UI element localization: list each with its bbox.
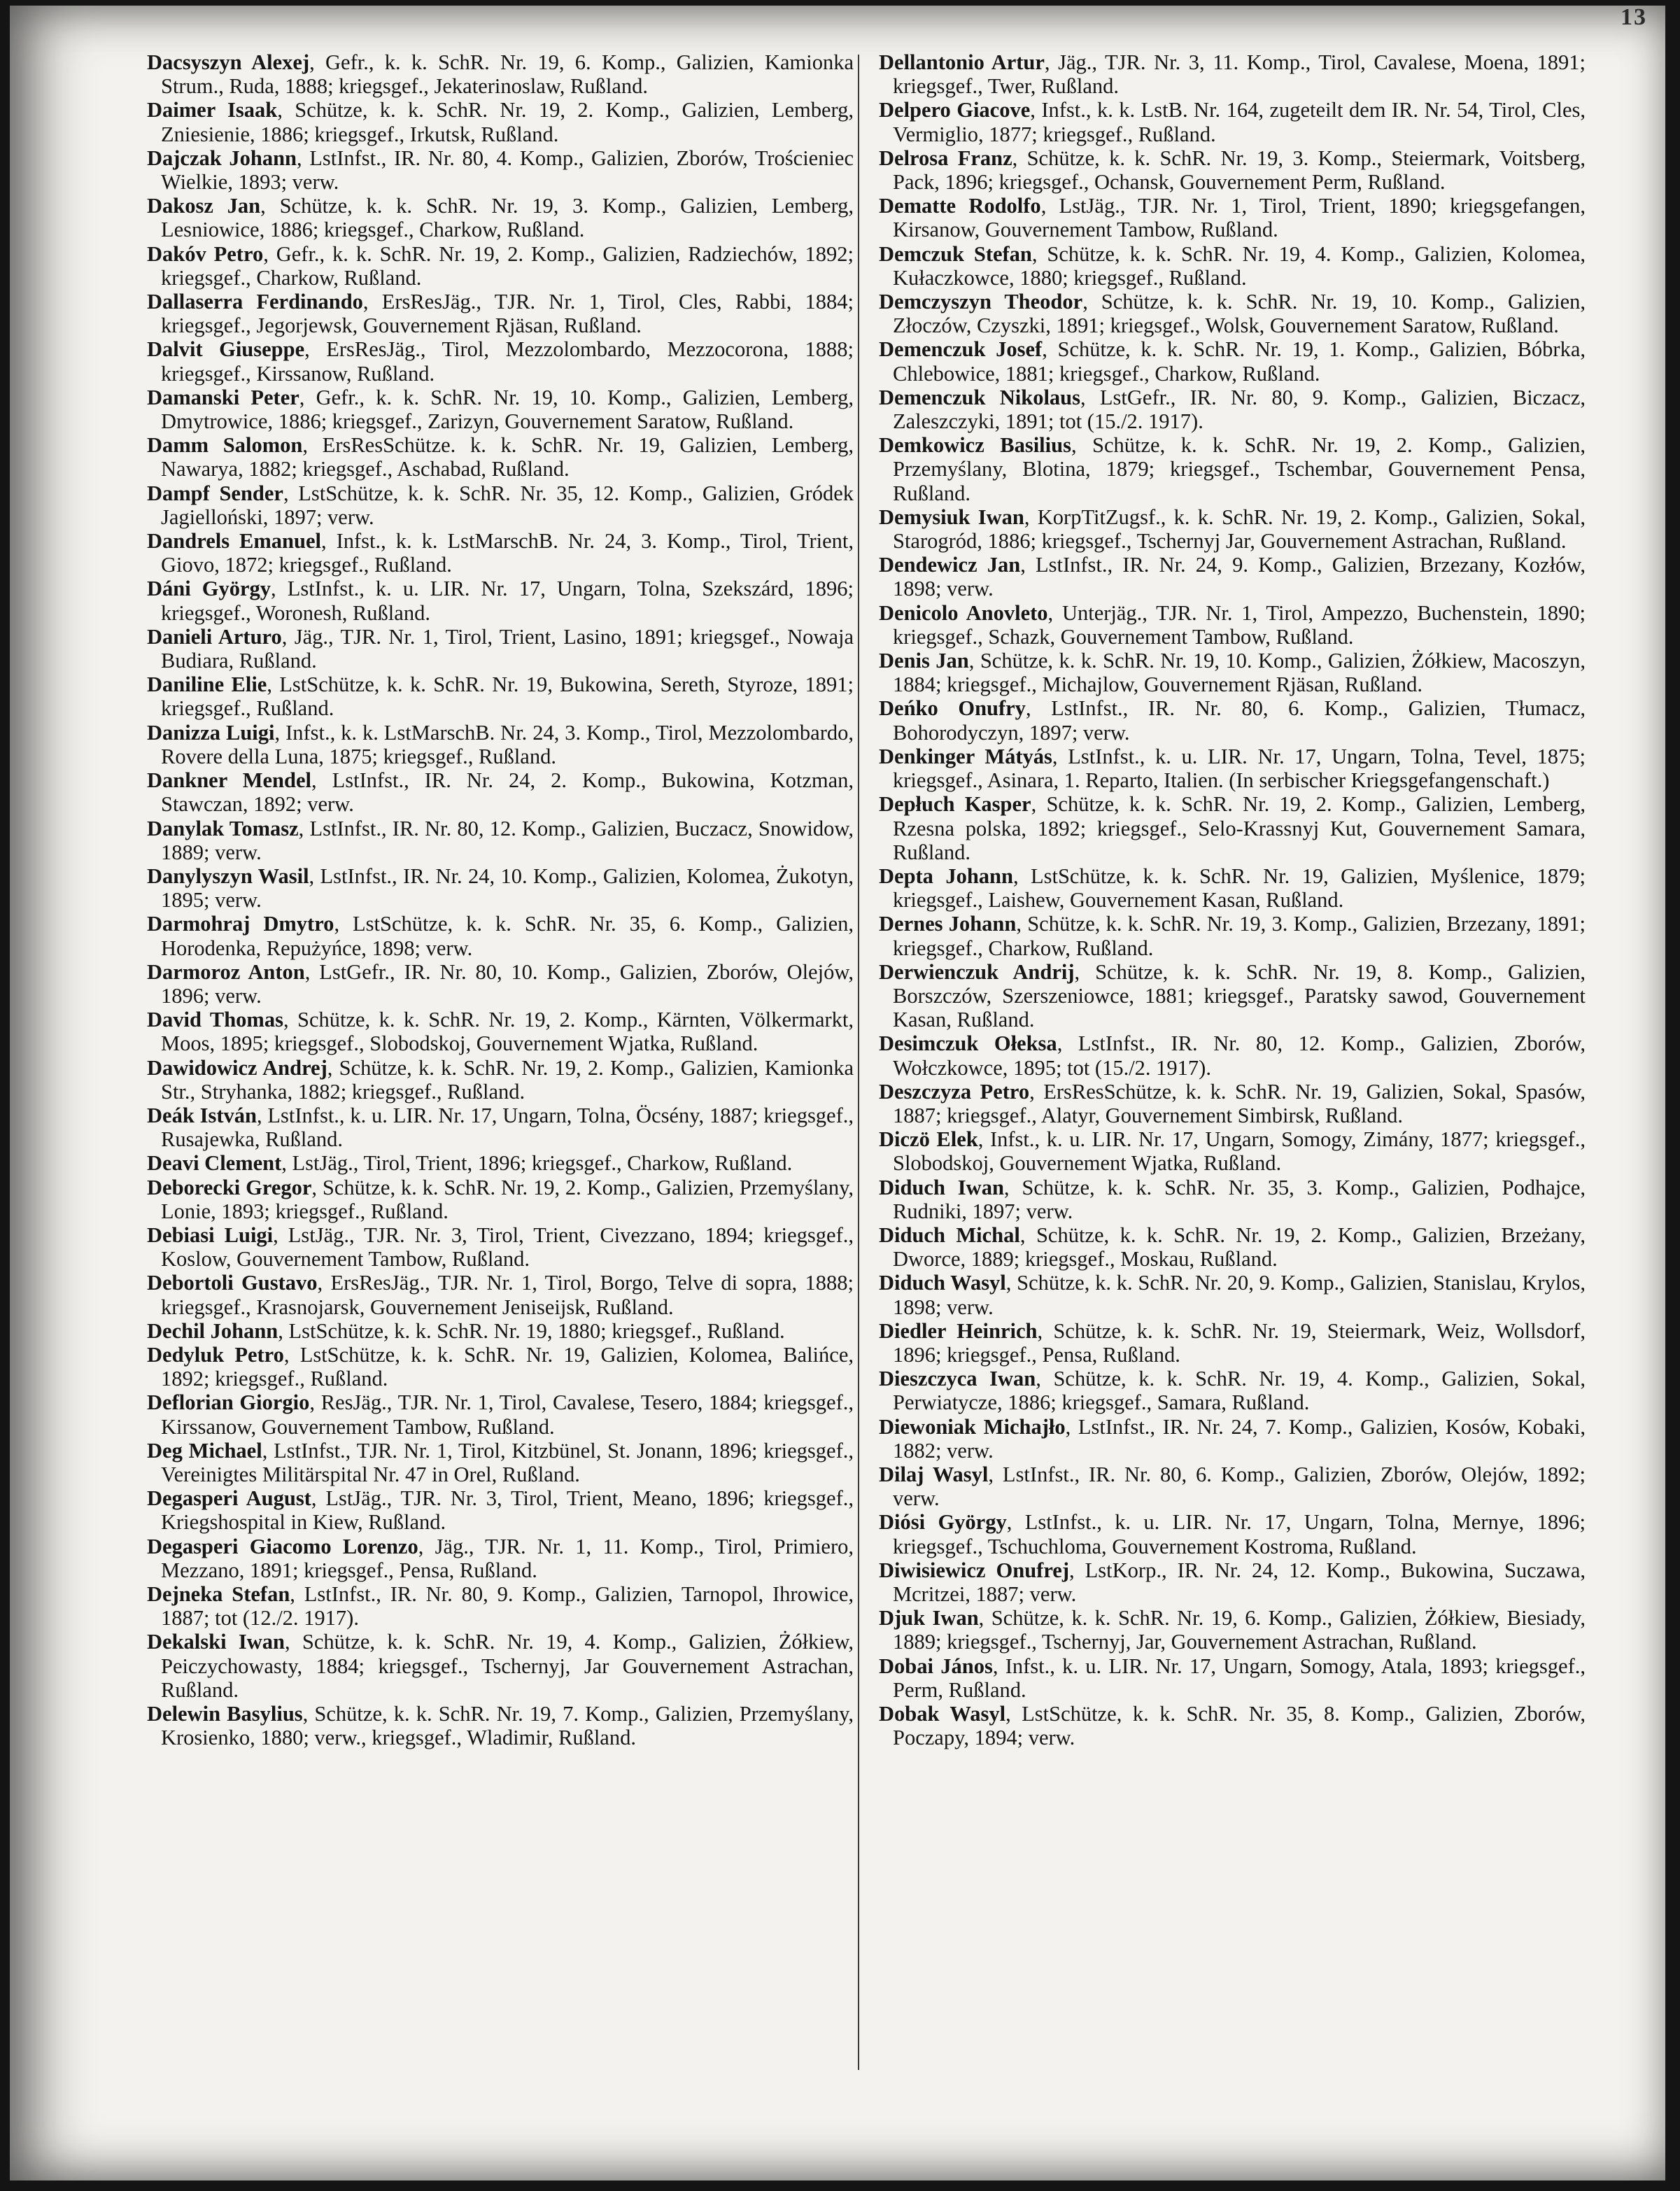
register-entry [147, 960, 854, 1008]
entry-name: Danylak Tomasz [147, 816, 299, 840]
entry-name: Dieszczyca Iwan [879, 1367, 1036, 1391]
entry-details: , Infst., k. k. LstB. Nr. 164, zugeteilt dem IR. Nr. 54, Tirol, Cles, Vermiglio, 1877; kriegsgef., Rußland. [893, 98, 1586, 146]
register-entry [879, 194, 1586, 241]
page-number: 13 [1621, 4, 1647, 30]
entry-details: , Schütze, k. k. SchR. Nr. 19, 2. Komp., Galizien, Przemyślany, Lonie, 1893; kriegsgef., Rußland. [161, 1175, 854, 1223]
entry-name: Dacsyszyn Alexej [147, 50, 310, 74]
entry-name: Diósi György [879, 1510, 1007, 1535]
entry-name: Delrosa Franz [879, 146, 1012, 170]
entry-name: Daniline Elie [147, 672, 267, 697]
entry-details: , Infst., k. k. LstMarschB. Nr. 24, 3. Komp., Tirol, Trient, Giovo, 1872; kriegsgef., Rußland. [161, 529, 854, 577]
register-entry [879, 1702, 1586, 1749]
register-entry [879, 505, 1586, 553]
register-entry [879, 1463, 1586, 1510]
register-entry [147, 242, 854, 290]
entry-name: Debiasi Luigi [147, 1223, 274, 1247]
register-entry [879, 601, 1586, 649]
entry-details: , LstInfst., IR. Nr. 80, 9. Komp., Galizien, Tarnopol, Ihrowice, 1887; tot (12./2. 1917). [161, 1582, 854, 1630]
entry-name: Danizza Luigi [147, 720, 275, 745]
entry-name: Diduch Wasyl [879, 1271, 1006, 1295]
register-entry [147, 912, 854, 959]
entry-name: Dalvit Giuseppe [147, 337, 305, 362]
register-entry [147, 864, 854, 912]
column-divider [858, 55, 859, 2070]
entry-name: Dakóv Petro [147, 241, 264, 266]
entry-details: , Jäg., TJR. Nr. 3, 11. Komp., Tirol, Cavalese, Moena, 1891; kriegsgef., Twer, Rußland. [893, 50, 1586, 99]
register-entry [147, 1104, 854, 1151]
register-entry [147, 194, 854, 241]
entry-name: Dellantonio Artur [879, 50, 1045, 74]
entry-details: , LstInfst., IR. Nr. 80, 6. Komp., Galizien, Tłumacz, Bohorodyczyn, 1897; verw. [893, 696, 1586, 745]
entry-name: Deńko Onufry [879, 696, 1026, 721]
entry-details: , ErsResJäg., Tirol, Mezzolombardo, Mezzocorona, 1888; kriegsgef., Kirssanow, Rußland. [161, 337, 854, 386]
entry-name: Delewin Basylius [147, 1702, 303, 1726]
entry-name: Desimczuk Ołeksa [879, 1031, 1057, 1056]
entry-details: , ErsResJäg., TJR. Nr. 1, Tirol, Borgo, Telve di sopra, 1888; kriegsgef., Krasnojarsk, Gouvernement Jeniseijsk, Rußland. [161, 1271, 854, 1319]
entry-details: , LstJäg., TJR. Nr. 3, Tirol, Trient, Civezzano, 1894; kriegsgef., Koslow, Gouvernement Tambow, Rußland. [161, 1223, 854, 1271]
entry-name: Denicolo Anovleto [879, 600, 1048, 625]
entry-details: , LstInfst., IR. Nr. 80, 4. Komp., Galizien, Zborów, Trościeniec Wielkie, 1893; verw. [161, 146, 854, 195]
entry-name: Dilaj Wasyl [879, 1462, 989, 1486]
entry-name: Dendewicz Jan [879, 553, 1021, 577]
register-entry [147, 768, 854, 816]
entry-details: , LstInfst., IR. Nr. 24, 9. Komp., Galizien, Brzezany, Kozłów, 1898; verw. [893, 553, 1586, 601]
entry-details: , ErsResSchütze. k. k. SchR. Nr. 19, Galizien, Lemberg, Nawarya, 1882; kriegsgef., Aschabad, Rußland. [161, 433, 854, 481]
entry-name: Dankner Mendel [147, 768, 311, 793]
register-entry [879, 433, 1586, 505]
register-entry [879, 960, 1586, 1032]
entry-name: Demysiuk Iwan [879, 505, 1024, 529]
entry-details: , LstSchütze, k. k. SchR. Nr. 35, 8. Komp., Galizien, Zborów, Poczapy, 1894; verw. [893, 1702, 1586, 1750]
register-entry [879, 1510, 1586, 1558]
entry-name: Damm Salomon [147, 433, 303, 458]
entry-details: , Schütze, k. k. SchR. Nr. 19, Steiermark, Weiz, Wollsdorf, 1896; kriegsgef., Pensa, Rußland. [893, 1318, 1586, 1367]
entry-name: Dajczak Johann [147, 146, 297, 170]
register-entry [879, 553, 1586, 600]
entry-details: , Infst., k. k. LstMarschB. Nr. 24, 3. Komp., Tirol, Mezzolombardo, Rovere della Luna, 1875; kriegsgef., Rußland. [161, 720, 854, 768]
entry-details: , LstJäg., TJR. Nr. 1, Tirol, Trient, 1890; kriegsgefangen, Kirsanow, Gouvernement Tambow, Rußland. [893, 194, 1586, 242]
entry-details: , Schütze, k. k. SchR. Nr. 19, 4. Komp., Galizien, Żółkiew, Peiczychowasty, 1884; kriegsgef., Tschernyj, Jar Gouvernement Astrachan, Rußland. [161, 1630, 854, 1702]
entry-details: , Schütze, k. k. SchR. Nr. 19, 3. Komp., Galizien, Brzezany, 1891; kriegsgef., Charkow, Rußland. [893, 912, 1586, 960]
entry-details: , Schütze, k. k. SchR. Nr. 19, 10. Komp., Galizien, Złoczów, Czyszki, 1891; kriegsgef., Wolsk, Gouvernement Saratow, Rußland. [893, 290, 1586, 338]
register-entry [147, 1582, 854, 1630]
entry-name: Demkowicz Basilius [879, 433, 1071, 458]
register-entry [879, 386, 1586, 433]
register-entry [147, 1223, 854, 1271]
entry-name: Dallaserra Ferdinando [147, 290, 363, 314]
register-entry [879, 1223, 1586, 1271]
entry-name: Dernes Johann [879, 912, 1017, 936]
register-entry [879, 290, 1586, 337]
register-entry [147, 1056, 854, 1104]
entry-name: Damanski Peter [147, 385, 299, 409]
entry-name: Demczyszyn Theodor [879, 290, 1083, 314]
entry-name: Denis Jan [879, 649, 969, 673]
register-entry [147, 1535, 854, 1582]
register-entry [147, 1390, 854, 1438]
register-entry [147, 1271, 854, 1318]
register-entry [879, 242, 1586, 290]
entry-details: , Gefr., k. k. SchR. Nr. 19, 10. Komp., Galizien, Lemberg, Dmytrowice, 1886; kriegsgef., Zarizyn, Gouvernement Saratow, Rußland. [161, 385, 854, 434]
entry-name: Depłuch Kasper [879, 792, 1031, 817]
entry-name: Dekalski Iwan [147, 1630, 285, 1654]
entry-details: , LstSchütze, k. k. SchR. Nr. 19, Galizien, Myślenice, 1879; kriegsgef., Laishew, Gouvernement Kasan, Rußland. [893, 864, 1586, 913]
register-entry [879, 98, 1586, 146]
entry-name: Dawidowicz Andrej [147, 1055, 327, 1080]
entry-details: , LstInfst., IR. Nr. 24, 7. Komp., Galizien, Kosów, Kobaki, 1882; verw. [893, 1414, 1586, 1463]
register-entry [879, 50, 1586, 98]
entry-name: Dakosz Jan [147, 194, 261, 218]
register-entry [147, 817, 854, 864]
register-entry [147, 1630, 854, 1702]
entry-details: , Schütze, k. k. SchR. Nr. 19, 10. Komp., Galizien, Żółkiew, Macoszyn, 1884; kriegsgef., Michajlow, Gouvernement Rjäsan, Rußland. [893, 649, 1586, 697]
entry-details: , Schütze, k. k. SchR. Nr. 19, 3. Komp., Galizien, Lemberg, Lesniowice, 1886; kriegsgef., Charkow, Rußland. [161, 194, 854, 242]
register-entry [147, 721, 854, 768]
entry-name: Depta Johann [879, 864, 1013, 888]
entry-name: Diwisiewicz Onufrej [879, 1558, 1069, 1582]
entry-details: , Jäg., TJR. Nr. 1, Tirol, Trient, Lasino, 1891; kriegsgef., Nowaja Budiara, Rußland. [161, 624, 854, 673]
register-entry [147, 433, 854, 481]
entry-name: Diewoniak Michajło [879, 1414, 1066, 1439]
register-entry [879, 1031, 1586, 1079]
register-entry [879, 745, 1586, 792]
register-entry [147, 1439, 854, 1486]
entry-name: Dobak Wasyl [879, 1702, 1006, 1726]
entry-details: , Gefr., k. k. SchR. Nr. 19, 2. Komp., Galizien, Radziechów, 1892; kriegsgef., Charkow, Rußland. [161, 241, 854, 290]
entry-details: , LstInfst., IR. Nr. 80, 12. Komp., Galizien, Zborów, Wołczkowce, 1895; tot (15./2. 1917). [893, 1031, 1586, 1080]
register-entry [147, 1319, 854, 1343]
document-sheet [10, 6, 1665, 2181]
register-entry [147, 481, 854, 529]
entry-details: , LstSchütze, k. k. SchR. Nr. 35, 12. Komp., Galizien, Gródek Jagielloński, 1897; verw. [161, 481, 854, 529]
entry-name: Dobai János [879, 1654, 993, 1678]
entry-name: Dedyluk Petro [147, 1342, 284, 1367]
entry-name: Derwienczuk Andrij [879, 959, 1075, 984]
entry-name: David Thomas [147, 1008, 283, 1032]
register-entry [147, 386, 854, 433]
register-entry [879, 1367, 1586, 1414]
entry-details: , LstGefr., IR. Nr. 80, 10. Komp., Galizien, Zborów, Olejów, 1896; verw. [161, 959, 854, 1008]
register-entry [879, 1415, 1586, 1463]
entry-name: Darmoroz Anton [147, 959, 305, 984]
entry-name: Dáni György [147, 577, 271, 601]
register-entry [879, 1319, 1586, 1367]
entry-details: , LstGefr., IR. Nr. 80, 9. Komp., Galizien, Biczacz, Zaleszczyki, 1891; tot (15./2. 1917). [893, 385, 1586, 434]
entry-details: , LstSchütze, k. k. SchR. Nr. 35, 6. Komp., Galizien, Horodenka, Repużyńce, 1898; verw. [161, 912, 854, 960]
register-entry [879, 1271, 1586, 1318]
entry-name: Demenczuk Nikolaus [879, 385, 1081, 409]
entry-details: , LstJäg., Tirol, Trient, 1896; kriegsgef., Charkow, Rußland. [281, 1151, 793, 1176]
register-entry [879, 1080, 1586, 1127]
entry-details: , Infst., k. u. LIR. Nr. 17, Ungarn, Somogy, Atala, 1893; kriegsgef., Perm, Rußland. [893, 1654, 1586, 1702]
entry-details: , Schütze, k. k. SchR. Nr. 19, 2. Komp., Galizien, Lemberg, Rzesna polska, 1892; kriegsgef., Selo-Krassnyj Kut, Gouvernement Samara, Rußland. [893, 792, 1586, 864]
register-entry [147, 1343, 854, 1390]
entry-details: , Schütze, k. k. SchR. Nr. 19, 3. Komp., Steiermark, Voitsberg, Pack, 1896; kriegsgef., Ochansk, Gouvernement Perm, Rußland. [893, 146, 1586, 195]
entry-details: , LstSchütze, k. k. SchR. Nr. 19, Galizien, Kolomea, Balińce, 1892; kriegsgef., Rußland. [161, 1342, 854, 1391]
register-entry [879, 912, 1586, 959]
right-column [879, 50, 1586, 1749]
entry-details: , LstSchütze, k. k. SchR. Nr. 19, 1880; kriegsgef., Rußland. [278, 1318, 785, 1343]
entry-details: , LstInfst., k. u. LIR. Nr. 17, Ungarn, Tolna, Tevel, 1875; kriegsgef., Asinara, 1. Reparto, Italien. (In serbischer Kriegsgefangenschaft.) [893, 744, 1586, 793]
entry-name: Degasperi August [147, 1486, 311, 1511]
register-entry [879, 696, 1586, 744]
register-entry [879, 649, 1586, 696]
entry-details: , LstInfst., IR. Nr. 80, 6. Komp., Galizien, Zborów, Olejów, 1892; verw. [893, 1462, 1586, 1511]
entry-details: , Schütze, k. k. SchR. Nr. 19, 4. Komp., Galizien, Sokal, Perwiatycze, 1886; kriegsgef., Samara, Rußland. [893, 1367, 1586, 1415]
register-entry [147, 1008, 854, 1055]
entry-details: , LstKorp., IR. Nr. 24, 12. Komp., Bukowina, Suczawa, Mcritzei, 1887; verw. [893, 1558, 1586, 1606]
entry-details: , Schütze, k. k. SchR. Nr. 19, 6. Komp., Galizien, Żółkiew, Biesiady, 1889; kriegsgef., Tschernyj, Jar, Gouvernement Astrachan, Rußland. [893, 1606, 1586, 1654]
register-entry [879, 792, 1586, 864]
entry-name: Diduch Michal [879, 1223, 1020, 1247]
register-entry [147, 1176, 854, 1223]
register-entry [879, 337, 1586, 385]
register-entry [147, 1486, 854, 1534]
entry-name: Diczö Elek [879, 1127, 978, 1152]
entry-name: Deg Michael [147, 1438, 262, 1463]
entry-details: , LstSchütze, k. k. SchR. Nr. 19, Bukowina, Sereth, Styroze, 1891; kriegsgef., Rußland. [161, 672, 854, 721]
register-entry [147, 577, 854, 624]
entry-details: , Schütze, k. k. SchR. Nr. 35, 3. Komp., Galizien, Podhajce, Rudniki, 1897; verw. [893, 1175, 1586, 1223]
entry-details: , Gefr., k. k. SchR. Nr. 19, 6. Komp., Galizien, Kamionka Strum., Ruda, 1888; kriegsgef., Jekaterinoslaw, Rußland. [161, 50, 854, 99]
entry-details: , Schütze, k. k. SchR. Nr. 19, 4. Komp., Galizien, Kolomea, Kułaczkowce, 1880; kriegsgef., Rußland. [893, 241, 1586, 290]
entry-details: , Infst., k. u. LIR. Nr. 17, Ungarn, Somogy, Zimány, 1877; kriegsgef., Slobodskoj, Gouvernement Wjatka, Rußland. [893, 1127, 1586, 1176]
register-entry [147, 290, 854, 337]
entry-details: , ErsResSchütze, k. k. SchR. Nr. 19, Galizien, Sokal, Spasów, 1887; kriegsgef., Alatyr, Gouvernement Simbirsk, Rußland. [893, 1079, 1586, 1127]
entry-details: , LstInfst., k. u. LIR. Nr. 17, Ungarn, Tolna, Mernye, 1896; kriegsgef., Tschuchloma, Gouvernement Kostroma, Rußland. [893, 1510, 1586, 1558]
entry-name: Deborecki Gregor [147, 1175, 312, 1199]
entry-details: , LstInfst., IR. Nr. 24, 10. Komp., Galizien, Kolomea, Żukotyn, 1895; verw. [161, 864, 854, 913]
entry-details: , LstInfst., k. u. LIR. Nr. 17, Ungarn, Tolna, Öcsény, 1887; kriegsgef., Rusajewka, Rußland. [161, 1103, 854, 1152]
entry-name: Daimer Isaak [147, 98, 278, 122]
register-entry [147, 50, 854, 98]
entry-name: Diedler Heinrich [879, 1318, 1038, 1343]
entry-details: , KorpTitZugsf., k. k. SchR. Nr. 19, 2. Komp., Galizien, Sokal, Starogród, 1886; kriegsgef., Tschernyj Jar, Gouvernement Astrachan, Rußland. [893, 505, 1586, 554]
register-entry [147, 98, 854, 146]
entry-name: Deflorian Giorgio [147, 1390, 310, 1415]
entry-name: Debortoli Gustavo [147, 1271, 318, 1295]
entry-details: , LstInfst., IR. Nr. 80, 12. Komp., Galizien, Buczacz, Snowidow, 1889; verw. [161, 816, 854, 864]
entry-name: Delpero Giacove [879, 98, 1031, 122]
entry-name: Dampf Sender [147, 481, 283, 505]
register-entry [879, 1654, 1586, 1702]
entry-details: , Schütze, k. k. SchR. Nr. 19, 8. Komp., Galizien, Borszczów, Szerszeniowce, 1881; kriegsgef., Paratsky sawod, Gouvernement Kasan, Rußland. [893, 959, 1586, 1032]
entry-name: Deák István [147, 1103, 257, 1127]
register-entry [879, 1176, 1586, 1223]
entry-details: , LstInfst., k. u. LIR. Nr. 17, Ungarn, Tolna, Szekszárd, 1896; kriegsgef., Woronesh, Rußland. [161, 577, 854, 625]
entry-name: Deszczyza Petro [879, 1079, 1030, 1104]
entry-details: , Schütze, k. k. SchR. Nr. 20, 9. Komp., Galizien, Stanislau, Krylos, 1898; verw. [893, 1271, 1586, 1319]
entry-details: , LstInfst., TJR. Nr. 1, Tirol, Kitzbünel, St. Jonann, 1896; kriegsgef., Vereinigtes Militärspital Nr. 47 in Orel, Rußland. [161, 1438, 854, 1486]
entry-name: Dematte Rodolfo [879, 194, 1041, 218]
left-column [147, 50, 854, 1749]
register-entry [879, 146, 1586, 194]
entry-details: , Schütze, k. k. SchR. Nr. 19, 2. Komp., Galizien, Przemyślany, Blotina, 1879; kriegsgef., Tschembar, Gouvernement Pensa, Rußland. [893, 433, 1586, 505]
register-entry [879, 1558, 1586, 1606]
entry-name: Dejneka Stefan [147, 1582, 290, 1606]
entry-name: Diduch Iwan [879, 1175, 1004, 1199]
entry-details: , LstJäg., TJR. Nr. 3, Tirol, Trient, Meano, 1896; kriegsgef., Kriegshospital in Kiew, Rußland. [161, 1486, 854, 1535]
register-entry [879, 1606, 1586, 1654]
entry-name: Djuk Iwan [879, 1606, 979, 1630]
entry-details: , Schütze, k. k. SchR. Nr. 19, 2. Komp., Kärnten, Völkermarkt, Moos, 1895; kriegsgef., Slobodskoj, Gouvernement Wjatka, Rußland. [161, 1008, 854, 1056]
entry-details: , Schütze, k. k. SchR. Nr. 19, 2. Komp., Galizien, Lemberg, Zniesienie, 1886; kriegsgef., Irkutsk, Rußland. [161, 98, 854, 146]
register-entry [879, 1127, 1586, 1175]
entry-details: , Jäg., TJR. Nr. 1, 11. Komp., Tirol, Primiero, Mezzano, 1891; kriegsgef., Pensa, Rußland. [161, 1534, 854, 1582]
entry-name: Denkinger Mátyás [879, 744, 1052, 768]
entry-name: Degasperi Giacomo Lorenzo [147, 1534, 418, 1558]
entry-details: , Unterjäg., TJR. Nr. 1, Tirol, Ampezzo, Buchenstein, 1890; kriegsgef., Schazk, Gouvernement Tambow, Rußland. [893, 600, 1586, 649]
register-entry [147, 625, 854, 672]
entry-details: , ResJäg., TJR. Nr. 1, Tirol, Cavalese, Tesero, 1884; kriegsgef., Kirssanow, Gouvernement Tambow, Rußland. [161, 1390, 854, 1439]
entry-details: , ErsResJäg., TJR. Nr. 1, Tirol, Cles, Rabbi, 1884; kriegsgef., Jegorjewsk, Gouvernement Rjäsan, Rußland. [161, 290, 854, 338]
register-entry [147, 1151, 854, 1175]
entry-details: , Schütze, k. k. SchR. Nr. 19, 1. Komp., Galizien, Bóbrka, Chlebowice, 1881; kriegsgef., Charkow, Rußland. [893, 337, 1586, 386]
register-entry [147, 146, 854, 194]
register-entry [147, 1702, 854, 1749]
register-entry [147, 529, 854, 577]
entry-details: , Schütze, k. k. SchR. Nr. 19, 2. Komp., Galizien, Brzeżany, Dworce, 1889; kriegsgef., Moskau, Rußland. [893, 1223, 1586, 1271]
entry-details: , Schütze, k. k. SchR. Nr. 19, 2. Komp., Galizien, Kamionka Str., Stryhanka, 1882; kriegsgef., Rußland. [161, 1055, 854, 1104]
entry-name: Danieli Arturo [147, 624, 282, 649]
register-entry [879, 864, 1586, 912]
entry-name: Demenczuk Josef [879, 337, 1043, 362]
entry-name: Darmohraj Dmytro [147, 912, 334, 936]
entry-details: , Schütze, k. k. SchR. Nr. 19, 7. Komp., Galizien, Przemyślany, Krosienko, 1880; verw., kriegsgef., Wladimir, Rußland. [161, 1702, 854, 1750]
entry-name: Dandrels Emanuel [147, 529, 321, 554]
register-entry [147, 672, 854, 720]
entry-name: Danylyszyn Wasil [147, 864, 309, 888]
entry-name: Demczuk Stefan [879, 241, 1032, 266]
entry-name: Deavi Clement [147, 1151, 282, 1176]
entry-details: , LstInfst., IR. Nr. 24, 2. Komp., Bukowina, Kotzman, Stawczan, 1892; verw. [161, 768, 854, 817]
register-entry [147, 337, 854, 385]
entry-name: Dechil Johann [147, 1318, 278, 1343]
